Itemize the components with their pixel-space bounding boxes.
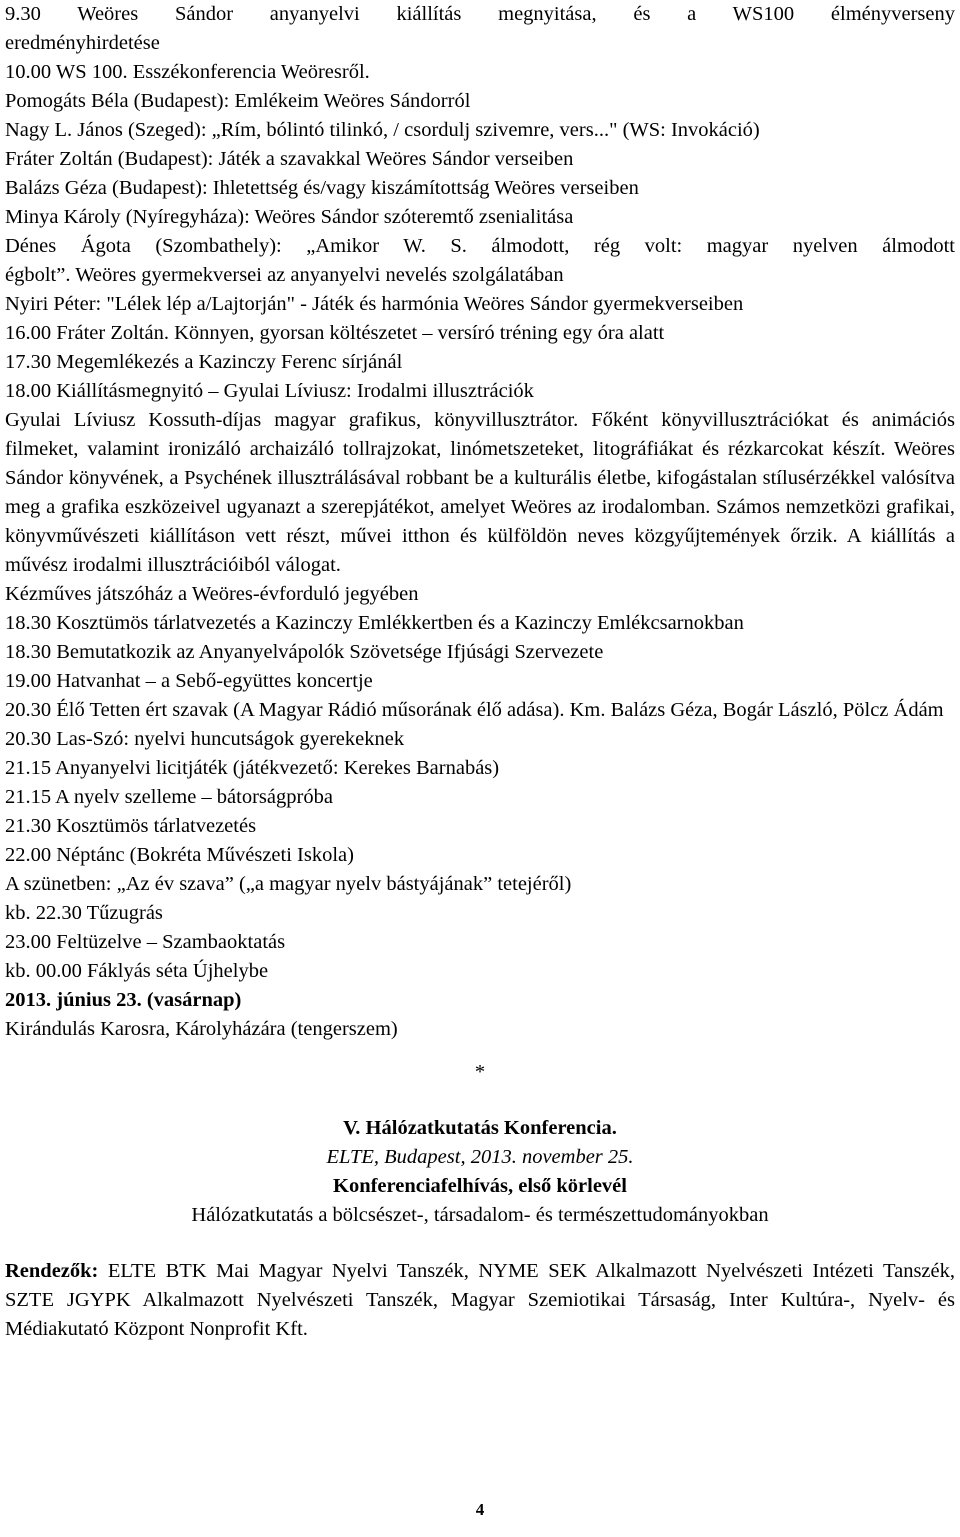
spacer bbox=[5, 1230, 955, 1257]
program-evening bbox=[5, 580, 955, 696]
program-line: 10.00 WS 100. Esszékonferencia Weöresről. bbox=[5, 61, 370, 83]
sunday-text: Kirándulás Karosra, Károlyházára (tengerszem) bbox=[5, 1018, 398, 1040]
program-late bbox=[5, 725, 955, 986]
conference-subtitle: Hálózatkutatás a bölcsészet-, társadalom- és természettudományokban bbox=[191, 1204, 769, 1226]
program-line: 22.00 Néptánc (Bokréta Művészeti Iskola) bbox=[5, 844, 354, 866]
program-line: 9.30 Weöres Sándor anyanyelvi kiállítás megnyitása, és a WS100 élményverseny bbox=[5, 3, 955, 25]
section-separator: * bbox=[474, 1061, 486, 1083]
radio-paragraph: 20.30 Élő Tetten ért szavak (A Magyar Rádió műsorának élő adása). Km. Balázs Géza, Bogár László, Pölcz Ádám bbox=[5, 699, 944, 721]
conference-place-date: ELTE, Budapest, 2013. november 25. bbox=[326, 1146, 634, 1168]
program-line: 18.30 Bemutatkozik az Anyanyelvápolók Szövetsége Ifjúsági Szervezete bbox=[5, 641, 604, 663]
program-line: 21.15 A nyelv szelleme – bátorságpróba bbox=[5, 786, 333, 808]
conference-call: Konferenciafelhívás, első körlevél bbox=[333, 1175, 627, 1197]
program-line: eredményhirdetése bbox=[5, 32, 160, 54]
program-line: 19.00 Hatvanhat – a Sebő-együttes koncertje bbox=[5, 670, 373, 692]
program-line: 18.00 Kiállításmegnyitó – Gyulai Líviusz: Irodalmi illusztrációk bbox=[5, 380, 534, 402]
page-number: 4 bbox=[475, 1500, 485, 1519]
gyulai-paragraph: Gyulai Líviusz Kossuth-díjas magyar grafikus, könyvillusztrátor. Főként könyvillusztrációkat és animációs filmeket, valamint ironizáló archaizáló tollrajzokat, linómetszeteket, litográfiákat és rézkarcokat készít. Weöres Sándor könyvének, a Psychének illusztrálásával robbant be a kulturális életbe, kifogástalan stílusérzékkel valósítva meg a grafika eszközeivel ugyanazt a szerepjátékot, amelyet Weöres az irodalomban. Számos nemzetközi grafikai, könyvművészeti kiállításon vett részt, művei itthon és külföldön neves közgyűjtemények őrzik. A kiállítás a művész irodalmi illusztrációiból válogat. bbox=[5, 409, 955, 576]
organizers-text: ELTE BTK Mai Magyar Nyelvi Tanszék, NYME SEK Alkalmazott Nyelvészeti Intézeti Tanszék, SZTE JGYPK Alkalmazott Nyelvészeti Tanszék, Magyar Szemiotikai Társaság, Inter Kultúra-, Nyelv- és Médiakutató Központ Nonprofit Kft. bbox=[5, 1260, 955, 1340]
conference-title: V. Hálózatkutatás Konferencia. bbox=[343, 1117, 617, 1139]
document-page bbox=[5, 0, 955, 1344]
program-line: Nagy L. János (Szeged): „Rím, bólintó tilinkó, / csordulj szivemre, vers..." (WS: Invokáció) bbox=[5, 119, 760, 141]
program-line: Nyiri Péter: "Lélek lép a/Lajtorján" - Játék és harmónia Weöres Sándor gyermekverseiben bbox=[5, 293, 744, 315]
program-line: Dénes Ágota (Szombathely): „Amikor W. S. álmodott, rég volt: magyar nyelven álmodott bbox=[5, 235, 955, 257]
program-line: 16.00 Fráter Zoltán. Könnyen, gyorsan költészetet – versíró tréning egy óra alatt bbox=[5, 322, 665, 344]
organizers-paragraph bbox=[5, 1257, 955, 1344]
sunday-date: 2013. június 23. (vasárnap) bbox=[5, 989, 242, 1011]
program-line: 23.00 Feltüzelve – Szambaoktatás bbox=[5, 931, 286, 953]
program-line: Kézműves játszóház a Weöres-évforduló jegyében bbox=[5, 583, 419, 605]
program-line: 21.15 Anyanyelvi licitjáték (játékvezető: Kerekes Barnabás) bbox=[5, 757, 500, 779]
program-line: 21.30 Kosztümös tárlatvezetés bbox=[5, 815, 257, 837]
program-line: 18.30 Kosztümös tárlatvezetés a Kazinczy Emlékkertben és a Kazinczy Emlékcsarnokban bbox=[5, 612, 744, 634]
program-line: kb. 22.30 Tűzugrás bbox=[5, 902, 163, 924]
program-line: Fráter Zoltán (Budapest): Játék a szavakkal Weöres Sándor verseiben bbox=[5, 148, 574, 170]
program-line: égbolt”. Weöres gyermekversei az anyanyelvi nevelés szolgálatában bbox=[5, 264, 564, 286]
program-line: 20.30 Las-Szó: nyelvi huncutságok gyerekeknek bbox=[5, 728, 405, 750]
program-line: 17.30 Megemlékezés a Kazinczy Ferenc sírjánál bbox=[5, 351, 403, 373]
organizers-label: Rendezők: bbox=[5, 1260, 99, 1282]
program-line: Pomogáts Béla (Budapest): Emlékeim Weöres Sándorról bbox=[5, 90, 471, 112]
program-line: Minya Károly (Nyíregyháza): Weöres Sándor szóteremtő zsenialitása bbox=[5, 206, 574, 228]
program-line: kb. 00.00 Fáklyás séta Újhelybe bbox=[5, 960, 269, 982]
program-line: Balázs Géza (Budapest): Ihletettség és/vagy kiszámítottság Weöres verseiben bbox=[5, 177, 639, 199]
program-intro bbox=[5, 0, 955, 406]
program-line: A szünetben: „Az év szava” („a magyar nyelv bástyájának” tetejéről) bbox=[5, 873, 572, 895]
